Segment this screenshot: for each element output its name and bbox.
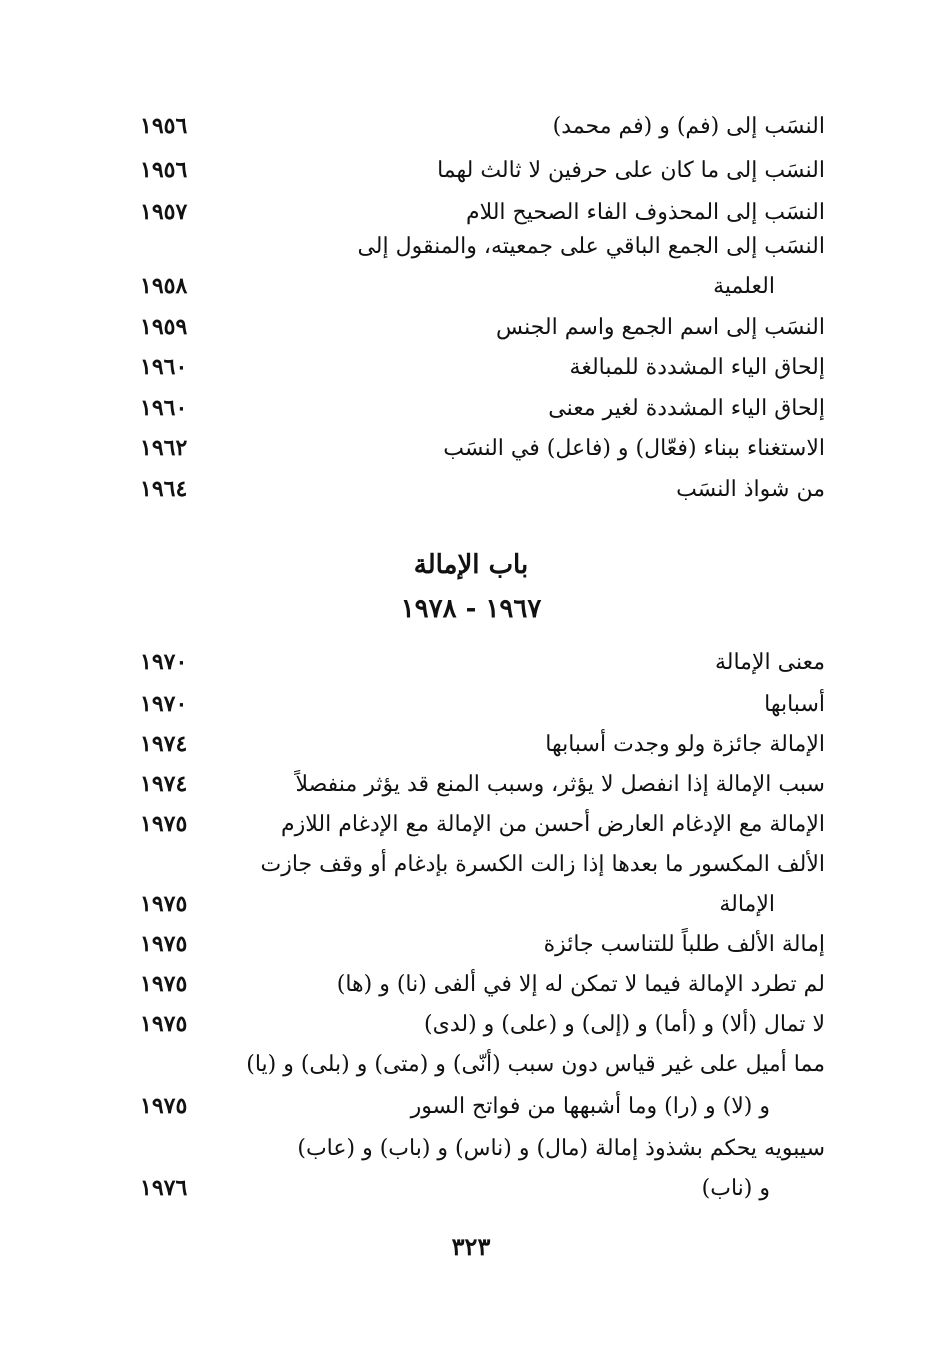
page-number: ٣٢٣ (451, 1232, 491, 1261)
entry-text: الإمالة (719, 891, 775, 917)
entry-page-number: ١٩٧٦ (140, 1175, 188, 1201)
index-entry-continuation (140, 1086, 825, 1126)
index-entry (140, 724, 825, 764)
index-entry (140, 642, 825, 682)
entry-text: الإمالة جائزة ولو وجدت أسبابها (545, 731, 825, 757)
index-entry-continuation (140, 1168, 825, 1208)
entry-text: العلمية (713, 273, 775, 299)
entry-page-number: ١٩٧٠ (140, 691, 188, 717)
index-entry (140, 924, 825, 964)
entry-page-number: ١٩٧٥ (140, 1093, 188, 1119)
index-entry (140, 1004, 825, 1044)
index-entry (140, 469, 825, 509)
index-entry (140, 1044, 825, 1084)
entry-text: الألف المكسور ما بعدها إذا زالت الكسرة بإدغام أو وقف جازت (260, 851, 825, 877)
entry-page-number: ١٩٦٢ (140, 435, 188, 461)
entry-page-number: ١٩٦٠ (140, 354, 188, 380)
entry-text: إلحاق الياء المشددة لغير معنى (548, 395, 825, 421)
entry-text: الإمالة مع الإدغام العارض أحسن من الإمالة مع الإدغام اللازم (281, 811, 825, 837)
entry-text: النسَب إلى اسم الجمع واسم الجنس (496, 314, 825, 340)
index-entry-continuation (140, 266, 825, 306)
entry-page-number: ١٩٧٥ (140, 891, 188, 917)
index-entry (140, 347, 825, 387)
entry-page-number: ١٩٦٠ (140, 395, 188, 421)
entry-page-number: ١٩٦٤ (140, 476, 188, 502)
entry-text: أسبابها (764, 691, 825, 717)
index-entry (140, 428, 825, 468)
index-entry (140, 388, 825, 428)
entry-text: لا تمال (ألا) و (أما) و (إلى) و (على) و (لدى) (424, 1011, 825, 1037)
index-entry (140, 804, 825, 844)
entry-page-number: ١٩٥٨ (140, 273, 188, 299)
chapter-page-range: ١٩٦٧ - ١٩٧٨ (400, 594, 542, 624)
entry-text: من شواذ النسَب (676, 476, 825, 502)
entry-text: و (ناب) (701, 1175, 770, 1201)
index-entry (140, 226, 825, 266)
entry-page-number: ١٩٧٥ (140, 931, 188, 957)
entry-text: النسَب إلى الجمع الباقي على جمعيته، والمنقول إلى (357, 233, 825, 259)
entry-text: النسَب إلى ما كان على حرفين لا ثالث لهما (437, 157, 825, 183)
entry-text: إلحاق الياء المشددة للمبالغة (569, 354, 825, 380)
entry-page-number: ١٩٥٧ (140, 199, 188, 225)
index-entry (140, 964, 825, 1004)
index-entry (140, 307, 825, 347)
index-entry (140, 150, 825, 190)
entry-text: النسَب إلى (فم) و (فم محمد) (552, 113, 825, 139)
entry-text: لم تطرد الإمالة فيما لا تمكن له إلا في ألفى (نا) و (ها) (336, 971, 825, 997)
entry-page-number: ١٩٧٥ (140, 971, 188, 997)
entry-text: الاستغناء ببناء (فعّال) و (فاعل) في النسَب (443, 435, 825, 461)
entry-text: مما أميل على غير قياس دون سبب (أنّى) و (متى) و (بلى) و (يا) (246, 1051, 825, 1077)
entry-page-number: ١٩٥٦ (140, 113, 188, 139)
entry-page-number: ١٩٧٥ (140, 1011, 188, 1037)
index-entry (140, 1128, 825, 1168)
index-entry (140, 764, 825, 804)
entry-text: سبب الإمالة إذا انفصل لا يؤثر، وسبب المنع قد يؤثر منفصلاً (295, 771, 825, 797)
entry-text: سيبويه يحكم بشذوذ إمالة (مال) و (ناس) و (باب) و (عاب) (297, 1135, 825, 1161)
entry-page-number: ١٩٧٥ (140, 811, 188, 837)
index-entry (140, 106, 825, 146)
entry-text: النسَب إلى المحذوف الفاء الصحيح اللام (465, 199, 825, 225)
entry-page-number: ١٩٧٠ (140, 649, 188, 675)
entry-text: معنى الإمالة (714, 649, 825, 675)
index-entry (140, 684, 825, 724)
chapter-title: باب الإمالة (413, 550, 529, 580)
entry-page-number: ١٩٧٤ (140, 731, 188, 757)
entry-text: إمالة الألف طلباً للتناسب جائزة (543, 931, 825, 957)
index-entry (140, 844, 825, 884)
index-entry-continuation (140, 884, 825, 924)
entry-page-number: ١٩٧٤ (140, 771, 188, 797)
entry-page-number: ١٩٥٩ (140, 314, 188, 340)
entry-text: و (لا) و (را) وما أشبهها من فواتح السور (410, 1093, 770, 1119)
entry-page-number: ١٩٥٦ (140, 157, 188, 183)
